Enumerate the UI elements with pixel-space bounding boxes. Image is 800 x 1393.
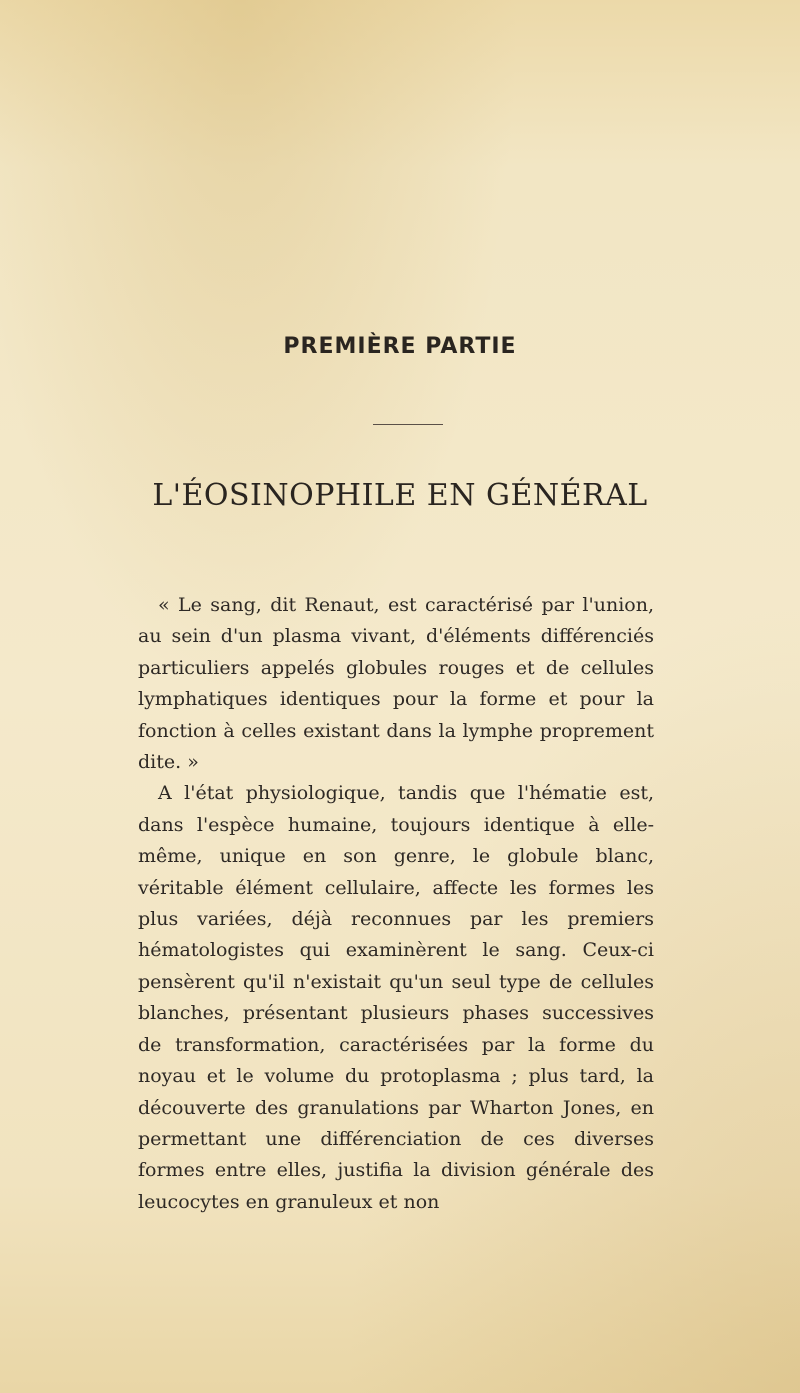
- paragraph-quote: « Le sang, dit Renaut, est caractérisé par l'union, au sein d'un plasma vivant, d'éléments différenciés particuliers appelés globules rouges et de cellules lymphatiques identiques pour la forme et pour la fonction à celles existant dans la lymphe proprement dite. »: [138, 594, 654, 774]
- body-text: [138, 590, 654, 1218]
- part-title: PREMIÈRE PARTIE: [283, 334, 517, 359]
- chapter-title: L'ÉOSINOPHILE EN GÉNÉRAL: [152, 478, 648, 513]
- paragraph-main: A l'état physiologique, tandis que l'hématie est, dans l'espèce humaine, toujours identique à elle-même, unique en son genre, le globule blanc, véritable élément cellulaire, affecte les formes les plus variées, déjà reconnues par les premiers hématologistes qui examinèrent le sang. Ceux-ci pensèrent qu'il n'existait qu'un seul type de cellules blanches, présentant plusieurs phases successives de transformation, caractérisées par la forme du noyau et le volume du protoplasma ; plus tard, la découverte des granulations par Wharton Jones, en permettant une différenciation de ces diverses formes entre elles, justifia la division générale des leucocytes en granuleux et non: [138, 782, 654, 1213]
- title-divider: [373, 424, 443, 425]
